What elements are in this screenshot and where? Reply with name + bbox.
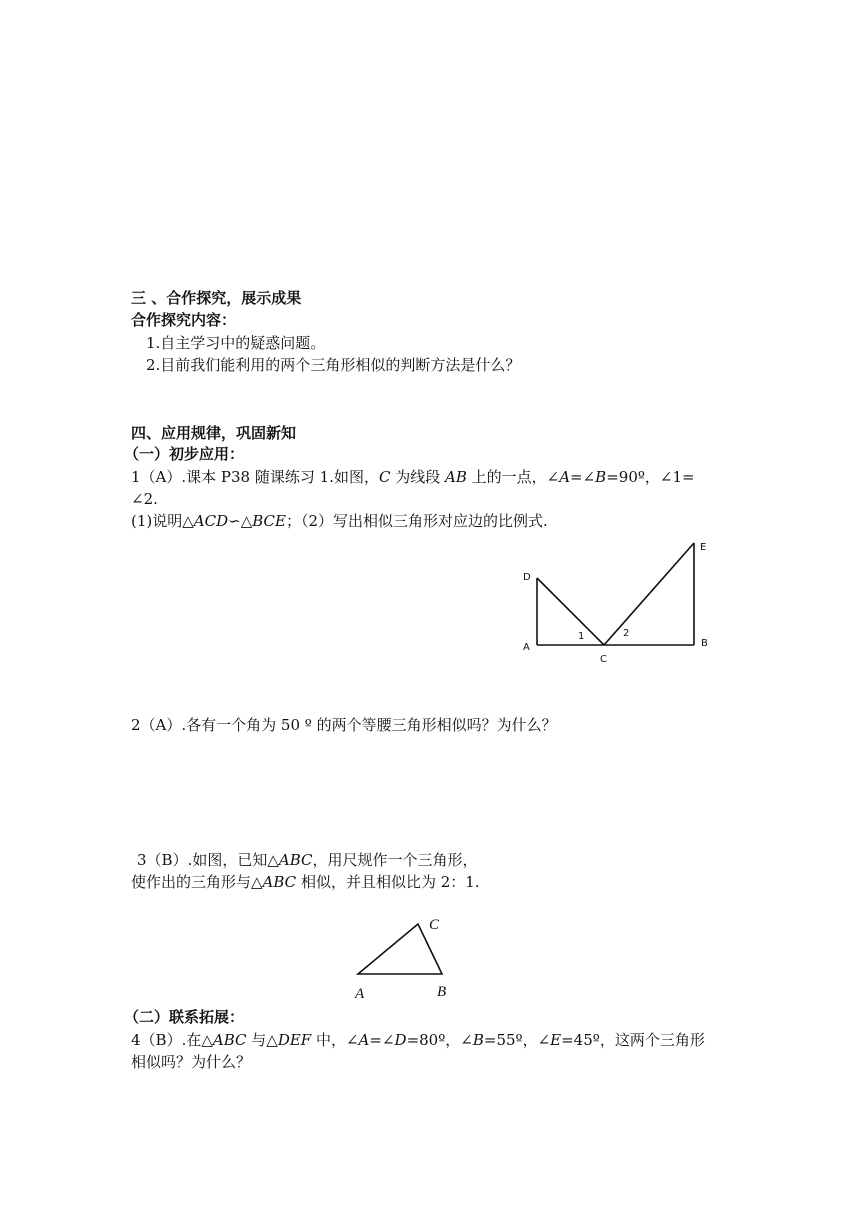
question-4-line-1: 4（B）.在△ABC 与△DEF 中，∠A=∠D=80º，∠B=55º，∠E=45º，这两个三角形 [131, 1031, 705, 1049]
question-2: 2（A）.各有一个角为 50 º 的两个等腰三角形相似吗？为什么？ [131, 716, 557, 734]
question-1-line-1: 1（A）.课本 P38 随课练习 1.如图，C 为线段 AB 上的一点，∠A=∠B=90º，∠1= [131, 468, 695, 486]
label-B: B [701, 638, 708, 649]
section-3-subheading: 合作探究内容： [131, 311, 237, 329]
label-D: D [523, 572, 531, 583]
question-3-line-2: 使作出的三角形与△ABC 相似，并且相似比为 2：1. [131, 873, 480, 891]
question-3-line-1: 3（B）.如图，已知△ABC，用尺规作一个三角形， [137, 851, 478, 869]
label-A: A [523, 642, 530, 653]
question-1-line-2: ∠2. [131, 490, 158, 508]
angle-label-2: 2 [623, 628, 630, 639]
label-E: E [700, 542, 707, 553]
label-C: C [600, 654, 607, 665]
section-3-heading: 三 、合作探究，展示成果 [131, 289, 302, 307]
section-3-item-2: 2.目前我们能利用的两个三角形相似的判断方法是什么？ [146, 356, 521, 374]
figure-2-triangle-abc [345, 910, 465, 1005]
question-4-line-2: 相似吗？为什么？ [131, 1053, 252, 1071]
part-1-heading: （一）初步应用： [124, 445, 245, 463]
segment-CE [604, 543, 694, 645]
label-C: C [429, 917, 440, 933]
segment-DC [537, 578, 604, 645]
label-B: B [437, 984, 447, 1000]
section-3-item-1: 1.自主学习中的疑惑问题。 [146, 334, 326, 352]
label-A: A [355, 986, 365, 1002]
angle-label-1: 1 [578, 631, 585, 642]
figure-1-geometry [510, 530, 730, 670]
section-4-heading: 四、应用规律，巩固新知 [131, 424, 297, 442]
part-2-heading: （二）联系拓展： [124, 1008, 245, 1026]
question-1-line-3: (1)说明△ACD∽△BCE；（2）写出相似三角形对应边的比例式. [131, 512, 548, 530]
